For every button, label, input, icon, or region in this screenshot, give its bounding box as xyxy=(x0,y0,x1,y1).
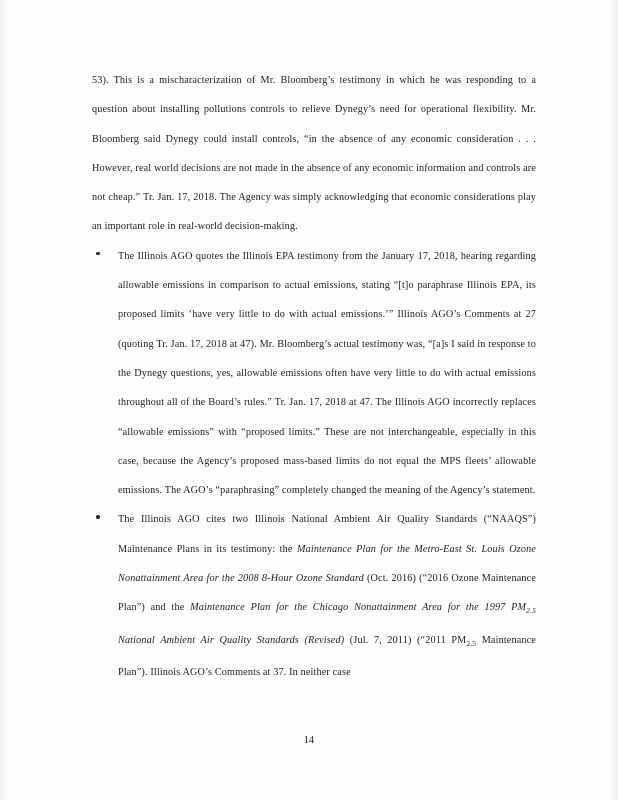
run-italic-citation-title: Maintenance Plan for the Metro-East St. Louis Ozone Nonattainment Area for the 2008 8-Hour Ozone Standard xyxy=(118,543,536,585)
page-number: 14 xyxy=(303,735,315,746)
run-italic-citation-title: Maintenance Plan for the Chicago Nonattainment Area for the 1997 PM xyxy=(190,602,527,614)
run-italic-citation-title: National Ambient Air Quality Standards (Revised) xyxy=(118,634,345,646)
run-text: (Jul. 7, 2011) (“2011 PM xyxy=(344,634,467,646)
page-body xyxy=(92,66,536,687)
run-subscript: 2.5 xyxy=(466,638,477,648)
run-text: (Oct. 2016) (“2016 Ozone Maintenance Plan”) and the xyxy=(118,573,537,614)
bullet-dot-icon xyxy=(96,515,100,519)
bullet-list-item xyxy=(92,505,536,687)
scan-edge-right xyxy=(608,0,618,800)
paragraph-text xyxy=(118,505,536,687)
paragraph-text: The Illinois AGO quotes the Illinois EPA testimony from the January 17, 2018, hearing regarding allowable emissions in comparison to actual emissions, stating “[t]o paraphrase Illinois EPA, its proposed limits ‘have very little to do with actual emissions.’” Illinois AGO’s Comments at 27 (quoting Tr. Jan. 17, 2018 at 47). Mr. Bloomberg’s actual testimony was, “[a]s I said in response to the Dynegy questions, yes, allowable emissions often have very little to do with actual emissions throughout all of the Board’s rules.” Tr. Jan. 17, 2018 at 47. The Illinois AGO incorrectly replaces “allowable emissions” with “proposed limits.” These are not interchangeable, especially in this case, because the Agency’s proposed mass-based limits do not equal the MPS fleets’ allowable emissions. The AGO’s “paraphrasing” completely changed the meaning of the Agency’s statement. xyxy=(118,250,536,497)
run-text: The Illinois AGO cites two Illinois National Ambient Air Quality Standards (“NAAQS”) Maintenance Plans in its testimony: the xyxy=(118,514,536,555)
scan-edge-left xyxy=(0,0,10,800)
run-text: Maintenance Plan”). Illinois AGO’s Comments at 37. In neither case xyxy=(118,634,536,678)
bullet-dot-icon xyxy=(96,252,100,256)
paragraph-text: 53). This is a mischaracterization of Mr. Bloomberg’s testimony in which he was responding to a question about installing pollutions controls to relieve Dynegy’s need for operational flexibility. Mr. Bloomberg said Dynegy could install controls, “in the absence of any economic consideration . . . However, real world decisions are not made in the absence of any economic information and controls are not cheap.” Tr. Jan. 17, 2018. The Agency was simply acknowledging that economic considerations play an important role in real-world decision-making. xyxy=(92,75,536,233)
run-subscript: 2.5 xyxy=(526,606,536,616)
paragraph-continuation xyxy=(92,66,536,242)
bullet-list-item xyxy=(92,242,536,506)
